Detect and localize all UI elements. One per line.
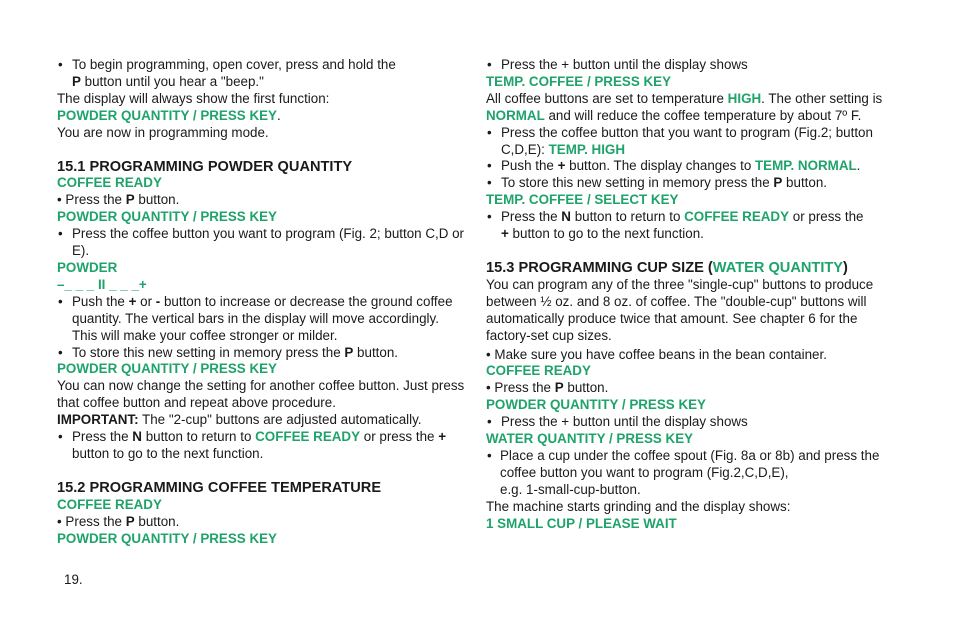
bullet-store-setting: • To store this new setting in memory press the P button. [57, 345, 465, 362]
display-message: COFFEE READY [57, 175, 162, 191]
display-message: POWDER QUANTITY / PRESS KEY [57, 361, 277, 377]
temperature-text: All coffee buttons are set to temperature HIGH. The other setting is NORMAL and will reduce the coffee temperature by about 7º F. [486, 90, 883, 123]
instruction-text: • Press the P button. [486, 380, 609, 396]
display-message: 1 SMALL CUP / PLEASE WAIT [486, 515, 677, 531]
cup-size-text: You can program any of the three "single-cup" buttons to produce between ½ oz. and 8 oz. of coffee. The "double-cup" buttons will automatically produce twice that amount. See chapter 6 for the factory-set cup sizes. [486, 276, 874, 343]
bullet-press-n: • Press the N button to return to COFFEE READY or press the + button to go to the next function. [486, 209, 888, 243]
bullet-store-setting: • To store this new setting in memory press the P button. [486, 175, 888, 192]
bullet-press-coffee-button: • Press the coffee button you want to program (Fig. 2; button C,D or E). [57, 226, 465, 260]
display-message: TEMP. COFFEE / PRESS KEY [486, 73, 672, 89]
section-heading-15-2: 15.2 PROGRAMMING COFFEE TEMPERATURE [57, 479, 382, 496]
bullet-push-plus: • Push the + button. The display changes to TEMP. NORMAL. [486, 158, 888, 175]
bullet-press-plus-until: • Press the + button until the display shows [486, 57, 888, 74]
display-message: POWDER QUANTITY / PRESS KEY [57, 209, 277, 225]
grinding-text: The machine starts grinding and the display shows: [486, 498, 791, 514]
bullet-press-coffee-button: • Press the coffee button that you want to program (Fig.2; button C,D,E): TEMP. HIGH [486, 125, 888, 159]
display-message: COFFEE READY [57, 496, 162, 512]
display-bars: –_ _ _ II _ _ _+ [57, 276, 147, 292]
display-message: TEMP. COFFEE / SELECT KEY [486, 192, 679, 208]
change-setting-text: You can now change the setting for another coffee button. Just press that coffee button and repeat above procedure. [57, 378, 465, 411]
instruction-text: • Press the P button. [57, 192, 180, 208]
display-message: POWDER QUANTITY / PRESS KEY [486, 397, 706, 413]
display-message: WATER QUANTITY / PRESS KEY [486, 431, 694, 447]
instruction-text: • Press the P button. [57, 513, 180, 529]
right-column [486, 57, 888, 532]
bullet-begin-programming: • To begin programming, open cover, press and hold the P button until you hear a "beep." [57, 57, 465, 91]
bullet-press-plus-until: • Press the + button until the display shows [486, 414, 888, 431]
display-message: POWDER QUANTITY / PRESS KEY [57, 530, 277, 546]
beans-text: • Make sure you have coffee beans in the bean container. [486, 346, 827, 362]
bullet-place-cup: • Place a cup under the coffee spout (Fig. 8a or 8b) and press the coffee button you want to program (Fig.2,C,D,E), e.g. 1-small-cup-button. [486, 448, 888, 499]
display-first-text: The display will always show the first function: [57, 90, 330, 106]
left-column [57, 57, 465, 547]
display-message: POWDER [57, 259, 118, 275]
bullet-push-plus-minus: • Push the + or - button to increase or decrease the ground coffee quantity. The vertical bars in the display will move accordingly. This will make your coffee stronger or milder. [57, 294, 465, 345]
section-heading-15-1: 15.1 PROGRAMMING POWDER QUANTITY [57, 158, 353, 175]
display-message: POWDER QUANTITY / PRESS KEY. [57, 107, 281, 123]
bullet-press-n: • Press the N button to return to COFFEE READY or press the + button to go to the next function. [57, 429, 465, 463]
programming-mode-text: You are now in programming mode. [57, 124, 269, 140]
important-note: IMPORTANT: The "2-cup" buttons are adjusted automatically. [57, 412, 422, 428]
display-message: COFFEE READY [486, 363, 591, 379]
section-heading-15-3: 15.3 PROGRAMMING CUP SIZE (WATER QUANTITY) [486, 259, 848, 276]
page-number: 19. [64, 572, 83, 587]
